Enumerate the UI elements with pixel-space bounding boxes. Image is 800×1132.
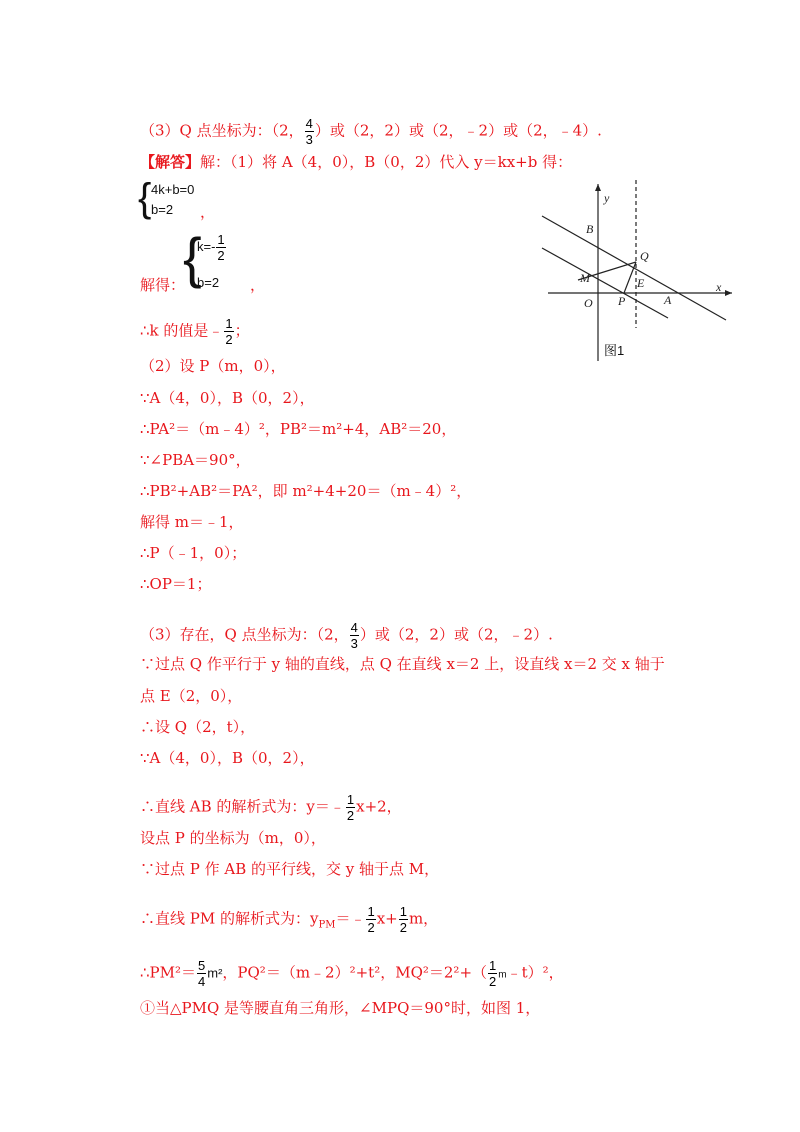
text-line: ∵过点 P 作 AB 的平行线，交 y 轴于点 M，	[140, 860, 440, 878]
denominator: 2	[217, 248, 225, 263]
label-m: M	[580, 271, 590, 285]
denominator: 2	[399, 920, 407, 935]
fraction	[399, 904, 408, 935]
text: m	[498, 969, 507, 981]
text-line: ①当△PMQ 是等腰直角三角形，∠MPQ＝90°时，如图 1，	[140, 999, 541, 1017]
label-o: O	[584, 296, 593, 310]
figure-caption: 图1	[604, 343, 625, 358]
distance-line	[140, 958, 564, 989]
part3-line	[140, 620, 553, 651]
text: ∴k 的值是﹣	[140, 321, 224, 340]
solution-tag: 【解答】	[140, 153, 201, 171]
system-1-tail: ，	[200, 203, 216, 221]
fraction	[350, 620, 359, 651]
label-y: y	[604, 191, 610, 205]
text-line: 设点 P 的坐标为（m，0），	[140, 829, 326, 847]
numerator: 4	[350, 620, 358, 635]
ab-equation-line	[140, 792, 402, 823]
fraction	[346, 792, 355, 823]
y-arrow-icon	[595, 184, 601, 191]
text: （3）Q 点坐标为：（2，	[140, 121, 304, 140]
segment-pq	[624, 262, 636, 293]
text-line: ∵过点 Q 作平行于 y 轴的直线，点 Q 在直线 x＝2 上，设直线 x＝2 交 x 轴于	[140, 655, 665, 673]
text: ∴直线 AB 的解析式为：y＝﹣	[140, 797, 345, 816]
label-a: A	[664, 293, 672, 307]
numerator: 1	[367, 904, 375, 919]
denominator: 4	[198, 974, 206, 989]
label-q: Q	[640, 249, 649, 263]
denominator: 3	[305, 132, 313, 147]
system-brace-2: {	[183, 226, 202, 289]
text: 解：（1）将 A（4，0），B（0，2）代入 y＝kx+b 得：	[200, 153, 573, 171]
text: ）或（2，2）或（2，﹣2）.	[359, 625, 553, 644]
text: ∴PM²＝	[140, 963, 197, 982]
text: ）或（2，2）或（2，﹣2）或（2，﹣4）.	[314, 121, 602, 140]
fraction	[197, 958, 206, 989]
text-line: ∴设 Q（2，t），	[140, 718, 256, 736]
subscript: PM	[318, 919, 336, 931]
numerator: 1	[217, 232, 225, 247]
denominator: 2	[489, 974, 497, 989]
line-pm	[542, 248, 668, 318]
text: （3）存在，Q 点坐标为：（2，	[140, 625, 349, 644]
text: x+2，	[356, 797, 402, 816]
fraction	[488, 958, 497, 989]
label-p: P	[618, 294, 626, 308]
fraction	[224, 316, 233, 347]
text: m，	[408, 909, 439, 928]
system-2-tail: ，	[250, 276, 266, 294]
denominator: 3	[350, 636, 358, 651]
text-line: ∵A（4，0），B（0，2），	[140, 389, 315, 407]
text: ∴直线 PM 的解析式为：y	[140, 909, 319, 928]
text-line: 点 E（2，0），	[140, 687, 243, 705]
label-e: E	[637, 276, 645, 290]
system-2-row2: b=2	[197, 275, 220, 290]
answer-line-3	[140, 116, 602, 147]
text: ﹣t）²，	[506, 963, 564, 982]
text: ＝﹣	[335, 909, 366, 928]
system-1-row2: b=2	[151, 202, 174, 217]
text-line: ∵∠PBA＝90°，	[140, 451, 251, 469]
text: m²	[207, 965, 223, 981]
numerator: 1	[346, 792, 355, 807]
numerator: 1	[489, 958, 497, 973]
k-value-line	[140, 316, 250, 347]
text-line: （2）设 P（m，0），	[140, 357, 286, 375]
numerator: 1	[225, 316, 233, 331]
text-line: ∴P（﹣1，0）；	[140, 544, 247, 562]
system-1-row1: 4k+b=0	[151, 182, 195, 197]
label-x: x	[716, 280, 722, 294]
coordinate-figure	[540, 178, 740, 363]
text: ；	[234, 321, 250, 340]
text: x+	[376, 909, 398, 928]
denominator: 2	[346, 808, 355, 823]
numerator: 5	[198, 958, 206, 973]
text-line: ∵A（4，0），B（0，2），	[140, 749, 315, 767]
solution-header	[140, 152, 572, 172]
text-line: ∴OP＝1；	[140, 575, 212, 593]
text-line: ∴PA²＝（m﹣4）²，PB²＝m²+4，AB²＝20，	[140, 420, 457, 438]
numerator: 1	[399, 904, 407, 919]
solved-prefix: 解得：	[140, 276, 186, 294]
pm-equation-line	[140, 904, 438, 936]
text-line: 解得 m＝﹣1，	[140, 513, 244, 531]
numerator: 4	[305, 116, 313, 131]
system-2-row1	[197, 232, 227, 263]
denominator: 2	[367, 920, 375, 935]
text: ，PQ²＝（m﹣2）²+t²，MQ²＝2²+（	[222, 963, 488, 982]
fraction	[216, 232, 225, 263]
fraction	[305, 116, 314, 147]
system-brace-1: {	[138, 176, 152, 220]
x-arrow-icon	[725, 290, 732, 296]
denominator: 2	[225, 332, 233, 347]
text: k=-	[197, 238, 216, 254]
label-b: B	[586, 222, 594, 236]
text-line: ∴PB²+AB²＝PA²，即 m²+4+20＝（m﹣4）²，	[140, 482, 472, 500]
fraction	[366, 904, 375, 935]
